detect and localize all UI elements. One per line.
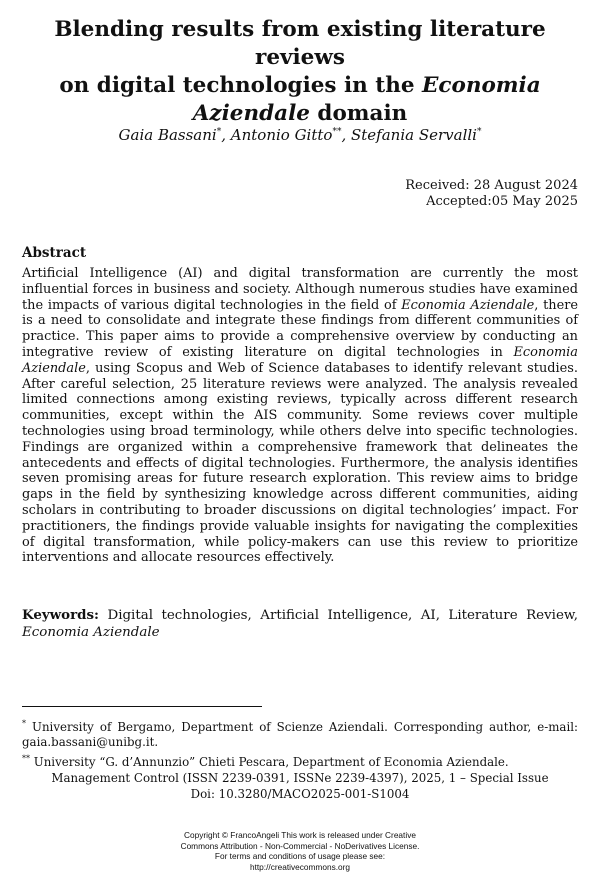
footnote-affiliation-2 bbox=[22, 751, 578, 770]
footnote-mark: ** bbox=[22, 753, 30, 763]
license-line: For terms and conditions of usage please see: bbox=[214, 851, 386, 861]
license-line: Commons Attribution - Non-Commercial - NoDerivatives License. bbox=[180, 840, 420, 851]
abstract-text: , using Scopus and Web of Science databases to identify relevant studies. After careful selection, 25 literature reviews were analyzed. The analysis revealed limited connections among existing reviews, typically across different research communities, except within the AIS community. Some reviews cover multiple technologies using broad terminology, while others delve into specific technologies. Findings are organized within a comprehensive framework that delineates the antecedents and effects of digital technologies. Furthermore, the analysis identifies seven promising areas for future research exploration. This review aims to bridge gaps in the field by synthesizing knowledge across different communities, aiding scholars in contributing to broader discussions on digital technologies’ impact. For practitioners, the findings provide valuable insights for navigating the complexities of digital transformation, while policy-makers can use this review to prioritize interventions and allocate resources effectively. bbox=[22, 360, 578, 566]
author-name: Gaia Bassani bbox=[118, 126, 217, 144]
license-link[interactable]: http://creativecommons.org bbox=[249, 861, 351, 872]
author-affiliation-mark: ** bbox=[332, 127, 342, 137]
author-separator: , bbox=[341, 126, 351, 144]
title-line-2-italic: Economia bbox=[422, 73, 541, 98]
title-line-3-suffix: domain bbox=[309, 101, 408, 126]
journal-citation: Management Control (ISSN 2239-0391, ISSNe 2239-4397), 2025, 1 – Special Issue bbox=[51, 771, 549, 785]
abstract-italic-term: Economia Aziendale bbox=[401, 297, 535, 313]
author-name: Antonio Gitto bbox=[230, 126, 333, 144]
author-list bbox=[0, 122, 600, 145]
footnote-text: University of Bergamo, Department of Scienze Aziendali. Corresponding author, e-mail: gaia.bassani@unibg.it. bbox=[22, 719, 578, 750]
keywords-italic-term: Economia Aziendale bbox=[22, 625, 160, 640]
author-name: Stefania Servalli bbox=[351, 126, 477, 144]
title-line-1: Blending results from existing literature reviews bbox=[54, 17, 546, 70]
footnotes bbox=[22, 716, 578, 770]
abstract-text: , there is a need to consolidate and integrate these findings from different communities of practice. This paper aims to provide a comprehensive overview by conducting an integrative review of existing literature on digital technologies in bbox=[22, 297, 578, 360]
footnote-divider bbox=[22, 706, 262, 707]
abstract-text: Artificial Intelligence (AI) and digital transformation are currently the most influential forces in business and society. Although numerous studies have examined the impacts of various digital technologies in the field of bbox=[22, 266, 578, 313]
footnote-text: University “G. d’Annunzio” Chieti Pescara, Department of Economia Aziendale. bbox=[30, 754, 509, 769]
author-separator: , bbox=[221, 126, 231, 144]
keywords-label: Keywords: bbox=[22, 607, 100, 623]
license-line: Copyright © FrancoAngeli This work is released under Creative bbox=[184, 830, 416, 840]
license-notice bbox=[0, 830, 600, 872]
received-date: Received: 28 August 2024 bbox=[405, 178, 578, 193]
footnote-mark: * bbox=[22, 719, 26, 728]
footnote-affiliation-1 bbox=[22, 716, 578, 751]
author-affiliation-mark: * bbox=[216, 127, 222, 137]
title-line-3-italic: Aziendale bbox=[192, 101, 310, 126]
abstract-heading: Abstract bbox=[22, 245, 87, 261]
journal-doi: Doi: 10.3280/MACO2025-001-S1004 bbox=[190, 786, 410, 801]
title-line-2-prefix: on digital technologies in the bbox=[59, 73, 423, 98]
journal-info bbox=[0, 771, 600, 802]
paper-title bbox=[20, 16, 580, 128]
abstract-body bbox=[22, 266, 578, 566]
submission-dates bbox=[405, 178, 578, 210]
accepted-date: Accepted:05 May 2025 bbox=[426, 194, 578, 209]
keywords-text: Digital technologies, Artificial Intelligence, AI, Literature Review, bbox=[99, 608, 578, 623]
keywords bbox=[22, 607, 578, 641]
abstract-italic-term: Economia Aziendale bbox=[22, 344, 578, 376]
author-affiliation-mark: * bbox=[476, 127, 482, 137]
